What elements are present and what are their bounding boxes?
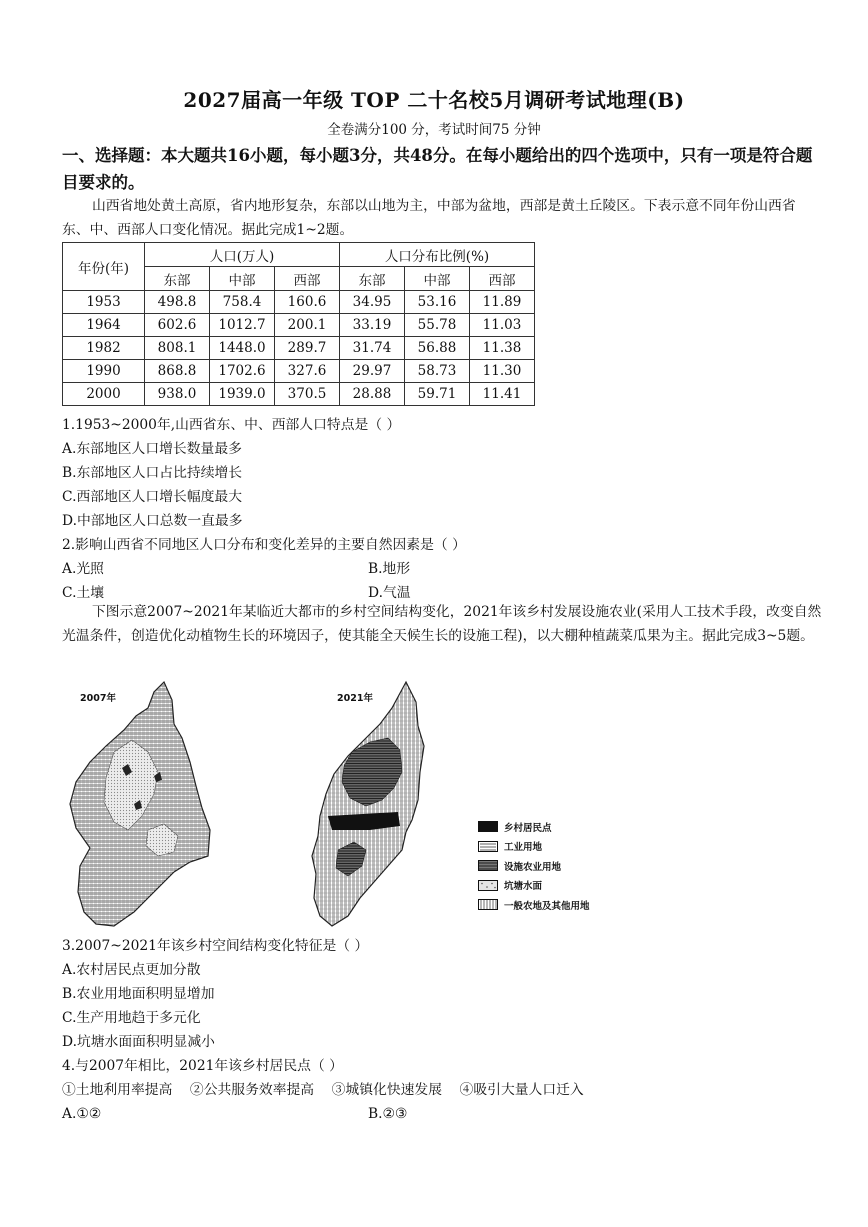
table-cell: 56.88: [405, 337, 470, 360]
table-header-ratio: 人口分布比例(%): [340, 243, 535, 267]
table-header-population: 人口(万人): [145, 243, 340, 267]
table-cell: 160.6: [275, 291, 340, 314]
table-row: [63, 337, 535, 360]
table-cell: 602.6: [145, 314, 210, 337]
question-1-option-a[interactable]: A.东部地区人口增长数量最多: [62, 441, 242, 457]
table-cell: 498.8: [145, 291, 210, 314]
table-subheader: 东部: [145, 267, 210, 291]
question-2-option-c[interactable]: C.土壤: [62, 585, 105, 601]
map-label-2021: 2021年: [337, 693, 373, 704]
table-row: [63, 360, 535, 383]
table-cell: 868.8: [145, 360, 210, 383]
question-4-option-a[interactable]: A.①②: [62, 1106, 102, 1122]
table-subheader: 西部: [275, 267, 340, 291]
exam-subtitle: 全卷满分100 分，考试时间75 分钟: [327, 122, 541, 138]
legend-swatch-residential-icon: [478, 821, 498, 832]
question-1-stem: 1.1953~2000年,山西省东、中、西部人口特点是（ ）: [62, 417, 401, 433]
question-1-option-b[interactable]: B.东部地区人口占比持续增长: [62, 465, 243, 481]
passage-1: 山西省地处黄土高原，省内地形复杂，东部以山地为主，中部为盆地，西部是黄土丘陵区。下表示意不同年份山西省东、中、西部人口变化情况。据此完成1~2题。: [62, 198, 796, 238]
table-cell: 1964: [63, 314, 145, 337]
village-map-2007: [62, 680, 242, 928]
table-cell: 1448.0: [210, 337, 275, 360]
question-3-option-d[interactable]: D.坑塘水面面积明显减小: [62, 1034, 215, 1050]
question-3-option-c[interactable]: C.生产用地趋于多元化: [62, 1010, 201, 1026]
table-cell: 29.97: [340, 360, 405, 383]
table-cell: 11.38: [470, 337, 535, 360]
table-cell: 1953: [63, 291, 145, 314]
table-cell: 1990: [63, 360, 145, 383]
question-4-option-b[interactable]: B.②③: [368, 1106, 408, 1122]
table-subheader: 中部: [210, 267, 275, 291]
map-legend: [478, 817, 590, 915]
question-1-option-c[interactable]: C.西部地区人口增长幅度最大: [62, 489, 243, 505]
table-cell: 11.89: [470, 291, 535, 314]
village-map-2021: [308, 680, 468, 928]
legend-label: 设施农业用地: [504, 861, 562, 873]
question-3-stem: 3.2007~2021年该乡村空间结构变化特征是（ ）: [62, 938, 369, 954]
legend-swatch-farmland-icon: [478, 899, 498, 910]
table-cell: 200.1: [275, 314, 340, 337]
legend-item-residential: [478, 817, 590, 837]
table-cell: 58.73: [405, 360, 470, 383]
table-cell: 31.74: [340, 337, 405, 360]
table-cell: 11.30: [470, 360, 535, 383]
table-cell: 1939.0: [210, 383, 275, 406]
legend-label: 工业用地: [504, 842, 543, 854]
legend-item-industrial: [478, 837, 590, 857]
question-2-stem: 2.影响山西省不同地区人口分布和变化差异的主要自然因素是（ ）: [62, 537, 466, 553]
table-cell: 11.03: [470, 314, 535, 337]
table-cell: 34.95: [340, 291, 405, 314]
passage-2: 下图示意2007~2021年某临近大都市的乡村空间结构变化，2021年该乡村发展设施农业(采用人工技术手段，改变自然光温条件，创造优化动植物生长的环境因子，使其能全天候生长的设施工程)，以大棚种植蔬菜瓜果为主。据此完成3~5题。: [62, 604, 822, 644]
table-cell: 370.5: [275, 383, 340, 406]
table-cell: 28.88: [340, 383, 405, 406]
question-3-option-a[interactable]: A.农村居民点更加分散: [62, 962, 201, 978]
table-row: [63, 383, 535, 406]
table-row: [63, 314, 535, 337]
table-cell: 327.6: [275, 360, 340, 383]
legend-swatch-pond-icon: [478, 880, 498, 891]
question-4-stem: 4.与2007年相比，2021年该乡村居民点（ ）: [62, 1058, 343, 1074]
question-2-option-b[interactable]: B.地形: [368, 561, 411, 577]
legend-item-farmland: [478, 895, 590, 915]
table-cell: 1702.6: [210, 360, 275, 383]
table-cell: 808.1: [145, 337, 210, 360]
legend-swatch-industrial-icon: [478, 841, 498, 852]
table-row: [63, 291, 535, 314]
table-subheader: 西部: [470, 267, 535, 291]
table-cell: 33.19: [340, 314, 405, 337]
question-1-option-d[interactable]: D.中部地区人口总数一直最多: [62, 513, 243, 529]
table-cell: 938.0: [145, 383, 210, 406]
legend-label: 一般农地及其他用地: [504, 900, 590, 912]
exam-title: 2027届高一年级 TOP 二十名校5月调研考试地理(B): [183, 88, 685, 112]
table-cell: 1012.7: [210, 314, 275, 337]
question-4-statements: ①土地利用率提高 ②公共服务效率提高 ③城镇化快速发展 ④吸引大量人口迁入: [62, 1082, 584, 1098]
question-3-option-b[interactable]: B.农业用地面积明显增加: [62, 986, 215, 1002]
table-cell: 55.78: [405, 314, 470, 337]
table-cell: 758.4: [210, 291, 275, 314]
legend-item-pond: [478, 876, 590, 896]
question-2-option-a[interactable]: A.光照: [62, 561, 104, 577]
map-label-2007: 2007年: [80, 693, 116, 704]
table-subheader: 中部: [405, 267, 470, 291]
legend-label: 坑塘水面: [504, 881, 543, 893]
table-cell: 11.41: [470, 383, 535, 406]
section-heading: 一、选择题：本大题共16小题，每小题3分，共48分。在每小题给出的四个选项中，只有一项是符合题目要求的。: [62, 146, 813, 192]
table-cell: 59.71: [405, 383, 470, 406]
table-cell: 1982: [63, 337, 145, 360]
population-table: [62, 242, 535, 406]
table-cell: 53.16: [405, 291, 470, 314]
legend-label: 乡村居民点: [504, 822, 552, 834]
legend-swatch-facility-icon: [478, 860, 498, 871]
legend-item-facility-agriculture: [478, 856, 590, 876]
question-2-option-d[interactable]: D.气温: [368, 585, 411, 601]
table-cell: 289.7: [275, 337, 340, 360]
table-cell: 2000: [63, 383, 145, 406]
table-subheader: 东部: [340, 267, 405, 291]
table-header-year: 年份(年): [63, 243, 145, 291]
